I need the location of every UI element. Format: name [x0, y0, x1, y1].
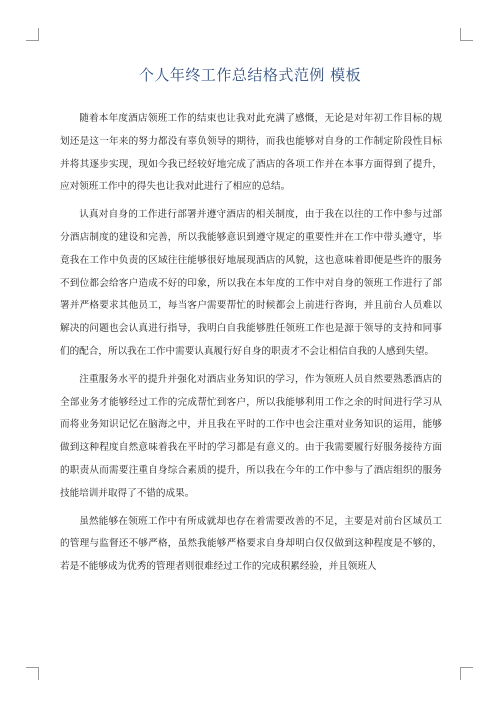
crop-mark-bottom-right	[460, 667, 473, 680]
crop-mark-top-left	[26, 28, 39, 41]
paragraph-4: 虽然能够在领班工作中有所成就却也存在着需要改善的不足，主要是对前台区域员工的管理与监督还不够严格，虽然我能够严格要求自身却明白仅仅做到这种程度是不够的，若是不能够成为优秀的管理者则很难经过工作的完成积累经验，并且领班人	[60, 515, 442, 573]
paragraph-2: 认真对自身的工作进行部署并遵守酒店的相关制度，由于我在以往的工作中参与过部分酒店制度的建设和完善，所以我能够意识到遵守规定的重要性并在工作中带头遵守，毕竟我在工作中负责的区域往往能够很好地展现酒店的风貌，这也意味着即便是些许的服务不到位都会给客户造成不好的印象，所以我在本年度的工作中对自身的领班工作进行了部署并严格要求其他员工，每当客户需要帮忙的时候都会上前进行咨询，并且前台人员难以解决的问题也会认真进行指导，我明白自我能够胜任领班工作也是源于领导的支持和同事们的配合，所以我在工作中需要认真履行好自身的职责才不会让相信自我的人感到失望。	[60, 209, 442, 357]
document-body	[60, 108, 442, 584]
crop-mark-top-right	[460, 28, 473, 41]
paragraph-3: 注重服务水平的提升并强化对酒店业务知识的学习，作为领班人员自然要熟悉酒店的全部业务才能够经过工作的完成帮忙到客户，所以我能够利用工作之余的时间进行学习从而将业务知识记忆在脑海之中，并且我在平时的工作中也会注重对业务知识的运用，能够做到这种程度自然意味着我在平时的学习都是有意义的。由于我需要履行好服务接待方面的职责从而需要注重自身综合素质的提升，所以我在今年的工作中参与了酒店组织的服务技能培训并取得了不错的成果。	[60, 373, 442, 499]
paragraph-1: 随着本年度酒店领班工作的结束也让我对此充满了感慨，无论是对年初工作目标的规划还是这一年来的努力都没有辜负领导的期待，而我也能够对自身的工作制定阶段性目标并将其逐步实现，现如今我已经较好地完成了酒店的各项工作并在本事方面得到了提升，应对领班工作中的得失也让我对此进行了相应的总结。	[60, 113, 442, 193]
crop-mark-bottom-left	[26, 667, 39, 680]
document-title: 个人年终工作总结格式范例 模板	[138, 66, 362, 84]
